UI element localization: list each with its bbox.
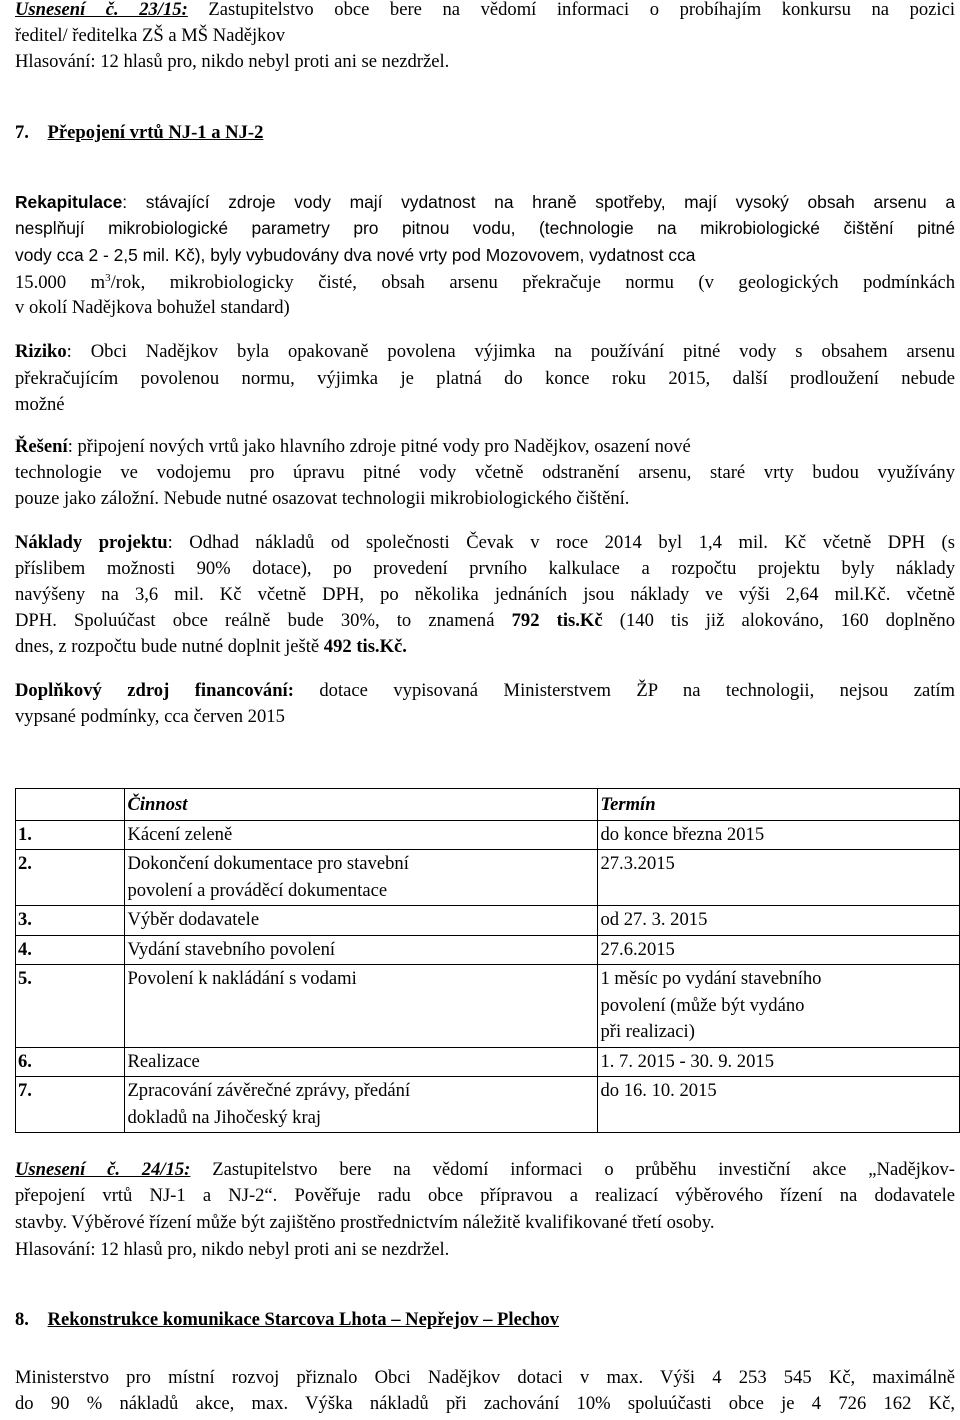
header-term-cell <box>598 789 960 821</box>
table-row <box>16 935 960 965</box>
row-activity <box>125 820 598 850</box>
row-number: 3. <box>16 906 125 936</box>
term-line: 27.6.2015 <box>600 938 675 960</box>
section-7-number: 7. <box>15 122 29 143</box>
schedule-table <box>15 788 960 1133</box>
header-term: Termín <box>600 794 656 815</box>
naklady-line-1 <box>15 533 955 553</box>
resolution-23-line-1 <box>15 0 955 20</box>
resolution-23-text: Zastupitelstvo obce bere na vědomí informaci o probíhajím konkursu na pozici <box>208 0 955 20</box>
riziko-line-1 <box>15 342 955 362</box>
resolution-24-vote: Hlasování: 12 hlasů pro, nikdo nebyl proti ani se nezdržel. <box>15 1239 450 1260</box>
table-row <box>16 906 960 936</box>
table-row <box>16 850 960 906</box>
row-term <box>598 1077 960 1133</box>
rekapitulace-label: Rekapitulace <box>15 192 123 212</box>
term-line: do 16. 10. 2015 <box>600 1080 717 1101</box>
rekapitulace-line-3: vody cca 2 - 2,5 mil. Kč), byly vybudovány dva nové vrty pod Mozovovem, vydatnost cca <box>15 245 696 265</box>
header-activity-cell <box>125 789 598 821</box>
term-line: do konce března 2015 <box>600 823 765 845</box>
row-term <box>598 935 960 965</box>
activity-line: Vydání stavebního povolení <box>127 938 336 960</box>
table-header-row <box>16 789 960 821</box>
row-number: 7. <box>16 1077 125 1133</box>
row-term <box>598 965 960 1048</box>
rekapitulace-volume: 15.000 m <box>15 272 106 293</box>
activity-line: Povolení k nakládání s vodami <box>127 968 357 989</box>
row-number: 4. <box>16 935 125 965</box>
section-7-heading <box>15 123 263 143</box>
reseni-line-2: technologie ve vodojemu pro úpravu pitné vody včetně odstranění arsenu, staré vrty budou využívány <box>15 462 955 483</box>
row-term <box>598 820 960 850</box>
naklady-line-5 <box>15 637 407 657</box>
term-line: 27.3.2015 <box>600 853 675 874</box>
reseni-label: Řešení <box>15 436 68 457</box>
term-line: 1 měsíc po vydání stavebního <box>600 968 822 989</box>
reseni-line-3: pouze jako záložní. Nebude nutné osazovat technologii mikrobiologického čištění. <box>15 488 630 509</box>
activity-line: Zpracování závěrečné zprávy, předání <box>127 1080 411 1101</box>
section-8-line-2: do 90 % nákladů akce, max. Výška nákladů při zachování 10% spoluúčasti obce je 4 726 162 Kč, <box>15 1393 955 1414</box>
row-term <box>598 906 960 936</box>
naklady-line-2: příslibem možnosti 90% dotace), po provedení prvního kalkulace a rozpočtu projektu byly náklady <box>15 558 955 579</box>
riziko-label: Riziko <box>15 341 67 362</box>
term-line: od 27. 3. 2015 <box>600 909 708 930</box>
section-8-number: 8. <box>15 1309 29 1330</box>
term-line: povolení (může být vydáno <box>600 994 805 1016</box>
resolution-24-line-2: přepojení vrtů NJ-1 a NJ-2“. Pověřuje radu obce přípravou a realizací výběrového řízení na dodavatele <box>15 1185 955 1206</box>
rekapitulace-superscript: 3 <box>105 272 111 284</box>
naklady-label: Náklady projektu <box>15 532 168 553</box>
row-activity <box>125 965 598 1048</box>
doplnkovy-line-2: vypsané podmínky, cca červen 2015 <box>15 706 285 727</box>
activity-line: povolení a prováděcí dokumentace <box>127 879 388 901</box>
section-8-line-1: Ministerstvo pro místní rozvoj přiznalo Obci Nadějkov dotaci v max. Výši 4 253 545 Kč, maximálně <box>15 1367 955 1388</box>
reseni-line-1 <box>15 437 691 457</box>
resolution-24-text-1: Zastupitelstvo bere na vědomí informaci o průběhu investiční akce „Nadějkov- <box>190 1159 955 1180</box>
naklady-text-4a: DPH. Spoluúčast obce reálně bude 30%, to znamená <box>15 610 512 631</box>
reseni-text-1: : připojení nových vrtů jako hlavního zdroje pitné vody pro Nadějkov, osazení nové <box>67 436 691 457</box>
table-row <box>16 820 960 850</box>
rekapitulace-line-5: v okolí Nadějkova bohužel standard) <box>15 297 290 318</box>
rekapitulace-text-1: : stávající zdroje vody mají vydatnost na hraně spotřeby, mají vysoký obsah arsenu a <box>122 192 955 212</box>
riziko-text-1: : Obci Nadějkov byla opakovaně povolena výjimka na používání pitné vody s obsahem arsenu <box>66 341 955 362</box>
resolution-23-line-2: ředitel/ ředitelka ZŠ a MŠ Nadějkov <box>15 25 286 46</box>
header-number-cell <box>16 789 125 821</box>
table-row <box>16 1077 960 1133</box>
row-activity <box>125 935 598 965</box>
term-line: 1. 7. 2015 - 30. 9. 2015 <box>600 1050 774 1072</box>
row-activity <box>125 906 598 936</box>
activity-line: dokladů na Jihočeský kraj <box>127 1106 322 1128</box>
resolution-23-vote: Hlasování: 12 hlasů pro, nikdo nebyl proti ani se nezdržel. <box>15 51 450 72</box>
section-7-title: Přepojení vrtů NJ-1 a NJ-2 <box>47 122 264 143</box>
doplnkovy-label: Doplňkový zdroj financování: <box>15 680 294 701</box>
row-number: 6. <box>16 1047 125 1077</box>
doplnkovy-text-1: dotace vypisovaná Ministerstvem ŽP na technologii, nejsou zatím <box>293 680 955 701</box>
rekapitulace-line-2: nesplňují mikrobiologické parametry pro pitnou vodu, (technologie na mikrobiologické čištění pitné <box>15 218 955 238</box>
row-number: 5. <box>16 965 125 1048</box>
row-activity <box>125 850 598 906</box>
rekapitulace-text-4: /rok, mikrobiologicky čisté, obsah arsenu překračuje normu (v geologických podmínkách <box>110 272 955 293</box>
naklady-amount-492: 492 tis.Kč. <box>323 636 407 657</box>
row-term <box>598 1047 960 1077</box>
row-term <box>598 850 960 906</box>
row-number: 2. <box>16 850 125 906</box>
table-row <box>16 965 960 1048</box>
riziko-line-2: překračujícím povolenou normu, výjimka je platná do konce roku 2015, další prodloužení nebude <box>15 368 955 389</box>
naklady-amount-792: 792 tis.Kč <box>511 610 603 631</box>
activity-line: Výběr dodavatele <box>127 909 260 930</box>
section-8-heading <box>15 1310 559 1330</box>
activity-line: Dokončení dokumentace pro stavební <box>127 853 409 874</box>
activity-line: Kácení zeleně <box>127 823 233 845</box>
row-number: 1. <box>16 820 125 850</box>
section-8-title: Rekonstrukce komunikace Starcova Lhota – Nepřejov – Plechov <box>47 1309 560 1330</box>
activity-line: Realizace <box>127 1050 200 1072</box>
riziko-line-3: možné <box>15 394 65 415</box>
naklady-text-5a: dnes, z rozpočtu bude nutné doplnit ještě <box>15 636 324 657</box>
header-activity: Činnost <box>127 794 188 815</box>
naklady-line-3: navýšeny na 3,6 mil. Kč včetně DPH, po několika jednáních jsou náklady ve výši 2,64 mil.Kč. včetně <box>15 584 955 605</box>
table-row <box>16 1047 960 1077</box>
resolution-23-label: Usnesení č. 23/15: <box>15 0 188 20</box>
resolution-24-label: Usnesení č. 24/15: <box>15 1159 191 1180</box>
resolution-24-line-1 <box>15 1160 955 1180</box>
term-line: při realizaci) <box>600 1021 695 1042</box>
naklady-text-4c: (140 tis již alokováno, 160 doplněno <box>602 610 956 631</box>
doplnkovy-line-1 <box>15 681 955 701</box>
rekapitulace-line-1 <box>15 192 955 212</box>
row-activity <box>125 1077 598 1133</box>
row-activity <box>125 1047 598 1077</box>
rekapitulace-line-4 <box>15 273 955 293</box>
naklady-line-4 <box>15 611 955 631</box>
resolution-24-line-3: stavby. Výběrové řízení může být zajištěno prostřednictvím náležitě kvalifikované třetí osoby. <box>15 1212 715 1233</box>
naklady-text-1: : Odhad nákladů od společnosti Čevak v roce 2014 byl 1,4 mil. Kč včetně DPH (s <box>167 532 955 553</box>
